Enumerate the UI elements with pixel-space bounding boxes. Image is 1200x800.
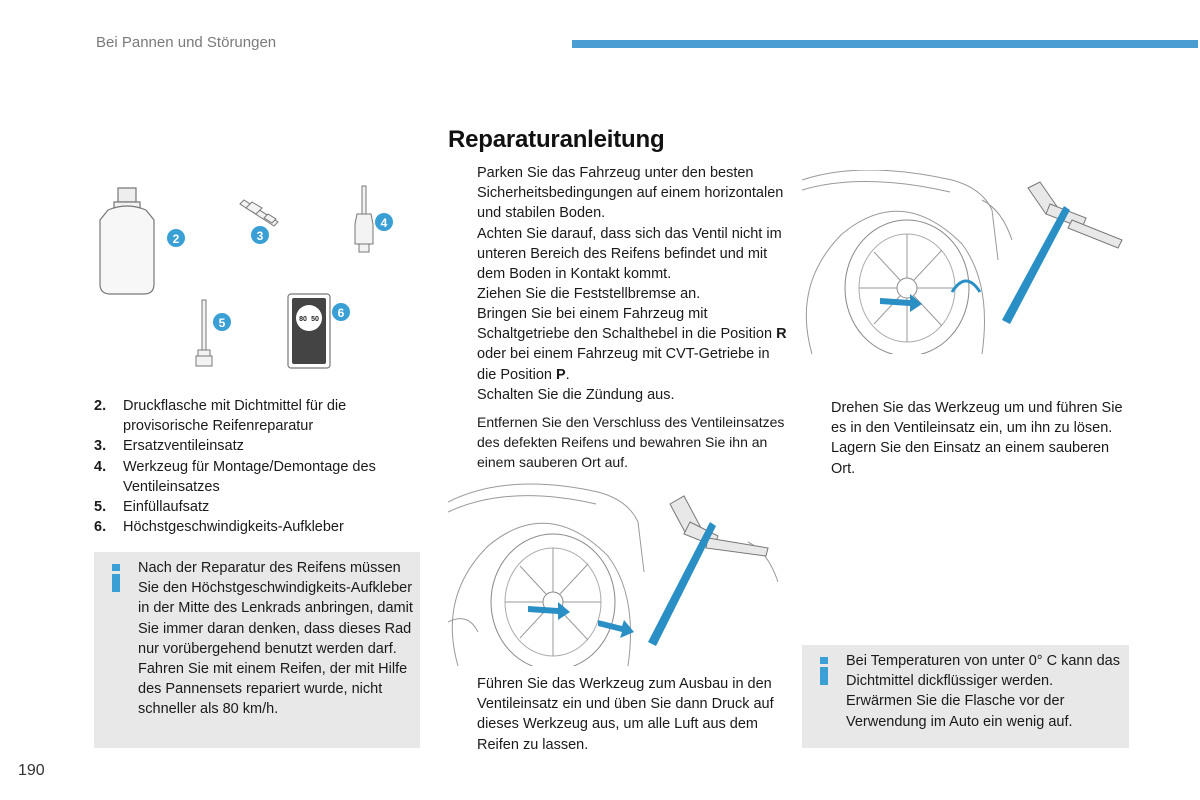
speed-sticker <box>288 294 330 368</box>
info-text: Nach der Reparatur des Reifens müssen Sie den Höchstgeschwindigkeits-Aufkleber in der Mitte des Lenkrads anbringen, damit Sie immer daran denken, dass dieses Rad nur vorübergehend benutzt werden darf. Fahren Sie mit einem Reifen, der mit Hilfe des Pannensets repariert wurde, nicht schneller als 80 km/h. <box>138 560 413 718</box>
valve-tool-in-use <box>670 496 768 556</box>
step-text: Drehen Sie das Werkzeug um und führen Sie es in den Ventileinsatz ein, um ihn zu lösen. <box>831 400 1123 437</box>
step-text: Lagern Sie den Einsatz an einem sauberen Ort. <box>831 440 1110 477</box>
list-item <box>94 396 414 436</box>
item-text: Druckflasche mit Dichtmittel für die provisorische Reifenreparatur <box>123 398 347 435</box>
item-number: 2. <box>94 398 107 414</box>
valve-tool-in-use <box>1028 182 1122 248</box>
item-number: 5. <box>94 499 107 516</box>
step-park <box>448 163 788 284</box>
step-deflate <box>448 674 788 755</box>
list-item <box>94 457 414 497</box>
step-text: Entfernen Sie den Verschluss des Ventileinsatzes des defekten Reifens und bewahren Sie ihn an einem sauberen Ort auf. <box>477 414 785 471</box>
filler-adapter <box>196 300 212 366</box>
arrow-icon <box>880 294 922 312</box>
gear-r: R <box>776 326 787 343</box>
step-ignition <box>448 385 788 405</box>
valve-tool <box>355 186 373 252</box>
parts-list <box>94 396 414 537</box>
step-unscrew <box>802 398 1132 479</box>
sticker-value-80: 80 <box>299 316 307 323</box>
valve-insert <box>240 200 278 226</box>
step-handbrake <box>448 284 788 304</box>
item-text: Ersatzventileinsatz <box>123 438 244 455</box>
repair-kit-illustration <box>94 178 424 378</box>
item-number: 4. <box>94 458 107 475</box>
page-number: 190 <box>18 762 45 779</box>
gear-p: P <box>556 366 566 383</box>
step-text: Ziehen Sie die Feststellbremse an. <box>477 286 701 302</box>
item-number: 3. <box>94 438 107 455</box>
step-remove-cap <box>448 412 788 473</box>
step-text: Schalten Sie die Zündung aus. <box>477 387 675 403</box>
item-number: 6. <box>94 519 107 536</box>
wheel-illustration-deflate <box>448 482 778 666</box>
step-gear-position <box>448 304 788 385</box>
step-text: Parken Sie das Fahrzeug unter den besten Sicherheitsbedingungen auf einem horizontalen und stabilen Boden. <box>477 165 784 222</box>
callout-5-label: 5 <box>218 316 226 330</box>
item-text: Werkzeug für Montage/Demontage des Ventileinsatzes <box>123 458 376 495</box>
list-item <box>94 517 414 537</box>
list-item <box>94 436 414 456</box>
item-text: Höchstgeschwindigkeits-Aufkleber <box>123 519 344 536</box>
list-item <box>94 497 414 517</box>
zoom-pointer <box>1002 206 1070 324</box>
header-accent-bar <box>572 40 1198 48</box>
step-text: Führen Sie das Werkzeug zum Ausbau in den Ventileinsatz ein und üben Sie dann Druck auf dieses Werkzeug aus, um alle Luft aus dem Reifen zu lassen. <box>477 676 774 753</box>
info-box-temperature <box>802 645 1129 748</box>
sticker-value-50: 50 <box>311 316 319 323</box>
step-text: Bringen Sie bei einem Fahrzeug mit Schaltgetriebe den Schalthebel in die Position R oder bei einem Fahrzeug mit CVT-Getriebe in die Position P. <box>477 306 787 383</box>
info-text: Bei Temperaturen von unter 0° C kann das Dichtmittel dickflüssiger werden. Erwärmen Sie die Flasche vor der Verwendung im Auto ein wenig auf. <box>846 653 1120 730</box>
callout-3-label: 3 <box>256 229 264 243</box>
step-text: Achten Sie darauf, dass sich das Ventil nicht im unteren Bereich des Reifens befindet und mit dem Boden in Kontakt kommt. <box>477 225 782 283</box>
callout-4-label: 4 <box>380 216 388 230</box>
page-title: Reparaturanleitung <box>448 126 665 153</box>
section-label: Bei Pannen und Störungen <box>96 34 277 51</box>
callout-2-label: 2 <box>172 232 180 246</box>
info-box-sticker <box>94 552 420 748</box>
rotate-arrow-icon <box>952 281 980 292</box>
sealant-bottle <box>100 188 154 294</box>
wheel-illustration-unscrew <box>802 170 1132 354</box>
callout-6-label: 6 <box>337 306 345 320</box>
zoom-pointer <box>648 522 716 646</box>
item-text: Einfüllaufsatz <box>123 499 210 516</box>
